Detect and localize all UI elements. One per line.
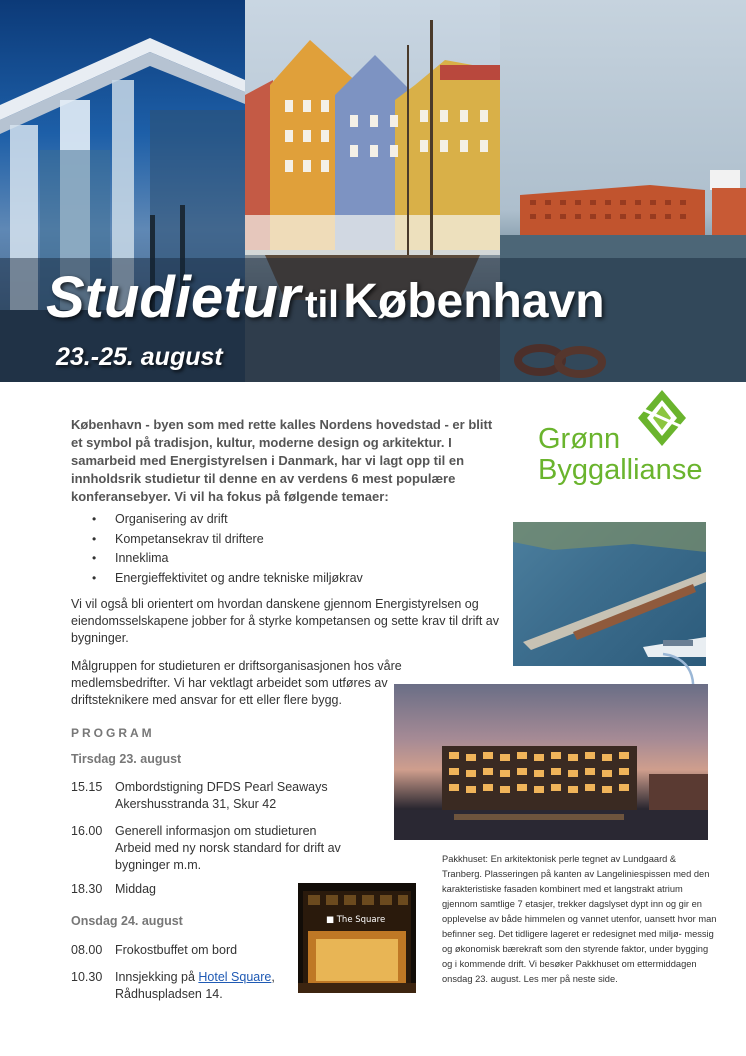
event-text: Akershusstranda 31, Skur 42	[115, 797, 277, 811]
list-item: • Organisering av drift	[92, 512, 363, 532]
event-time: 18.30	[71, 882, 103, 896]
logo-line-1: Grønn	[538, 423, 621, 455]
day-label-tuesday: Tirsdag 23. august	[71, 752, 182, 766]
list-item: • Kompetansekrav til driftere	[92, 532, 363, 552]
list-item: • Energieffektivitet og andre tekniske miljøkrav	[92, 571, 363, 591]
title-til: til	[305, 284, 339, 326]
event-time: 08.00	[71, 943, 103, 957]
logo-line-2: Byggallianse	[538, 454, 703, 486]
photo-hotel-square	[298, 883, 416, 993]
event-text: Innsjekking på	[115, 970, 199, 984]
event-text: Rådhuspladsen 14.	[115, 987, 223, 1001]
pakkhuset-caption: Pakkhuset: En arkitektonisk perle tegnet av Lundgaard & Tranberg. Plasseringen på kanten av Langeliniespissen med den karakteristiske fasaden kombinert med et langstrakt atrium gjennom samtlige 7 etasjer, trekker dagslyset dypt inn og gir en opplevelse av både himmelen og vannet utenfor, uansett hvor man befinner seg. Det tidligere lageret er redesignet med miljø- messig og økonomisk bærekraft som den styrende faktor, under bygging og i kommende drift. Vi besøker Pakkhuset om ettermiddagen onsdag 23. august. Les mer på neste side.	[442, 854, 717, 984]
event-text: Middag	[115, 882, 156, 896]
logo-wordmark	[538, 424, 702, 486]
themes-list	[92, 512, 363, 590]
event-text: Arbeid med ny norsk standard for drift av	[115, 841, 341, 855]
event-time: 16.00	[71, 824, 103, 838]
target-group-paragraph: Målgruppen for studieturen er driftsorganisasjonen hos våre medlemsbedrifter. Vi har vektlagt arbeidet som utføres av driftsteknikere med ansvar for ett eller flere bygg.	[71, 659, 402, 707]
intro-paragraph: København - byen som med rette kalles Nordens hovedstad - er blitt et symbol på tradisjon, kultur, moderne design og arkitektur. I samarbeid med Energistyrelsen i Danmark, har vi lagt opp til en innholdsrik studietur til denne en av verdens 6 mest populære konferansebyer. Vi vil ha fokus på følgende temaer:	[71, 417, 493, 504]
trip-dates: 23.-25. august	[56, 343, 223, 371]
orientation-paragraph: Vi vil også bli orientert om hvordan danskene gjennom Energistyrelsen og eiendomsselskapene jobber for å styrke kompetansen og sette krav til drift av bygninger.	[71, 597, 499, 645]
event-text: ,	[271, 970, 275, 984]
photo-aerial-langelinie	[513, 522, 706, 666]
list-item: • Inneklima	[92, 551, 363, 571]
hotel-sign: ■ The Square	[326, 915, 386, 925]
event-time: 10.30	[71, 970, 103, 984]
title-studietur: Studietur	[46, 265, 301, 330]
photo-pakkhuset-evening	[394, 684, 708, 840]
event-time: 15.15	[71, 780, 103, 794]
event-text: bygninger m.m.	[115, 858, 202, 872]
title-kobenhavn: København	[343, 275, 605, 328]
event-text: Generell informasjon om studieturen	[115, 824, 317, 838]
program-heading: PROGRAM	[71, 726, 155, 740]
hotel-square-link[interactable]: Hotel Square	[198, 970, 272, 984]
hotel-sign-text: The Square	[336, 915, 386, 925]
event-text: Frokostbuffet om bord	[115, 943, 238, 957]
event-text: Ombordstigning DFDS Pearl Seaways	[115, 780, 328, 794]
header-banner	[0, 0, 746, 382]
day-label-wednesday: Onsdag 24. august	[71, 914, 183, 928]
page-title	[46, 264, 605, 331]
